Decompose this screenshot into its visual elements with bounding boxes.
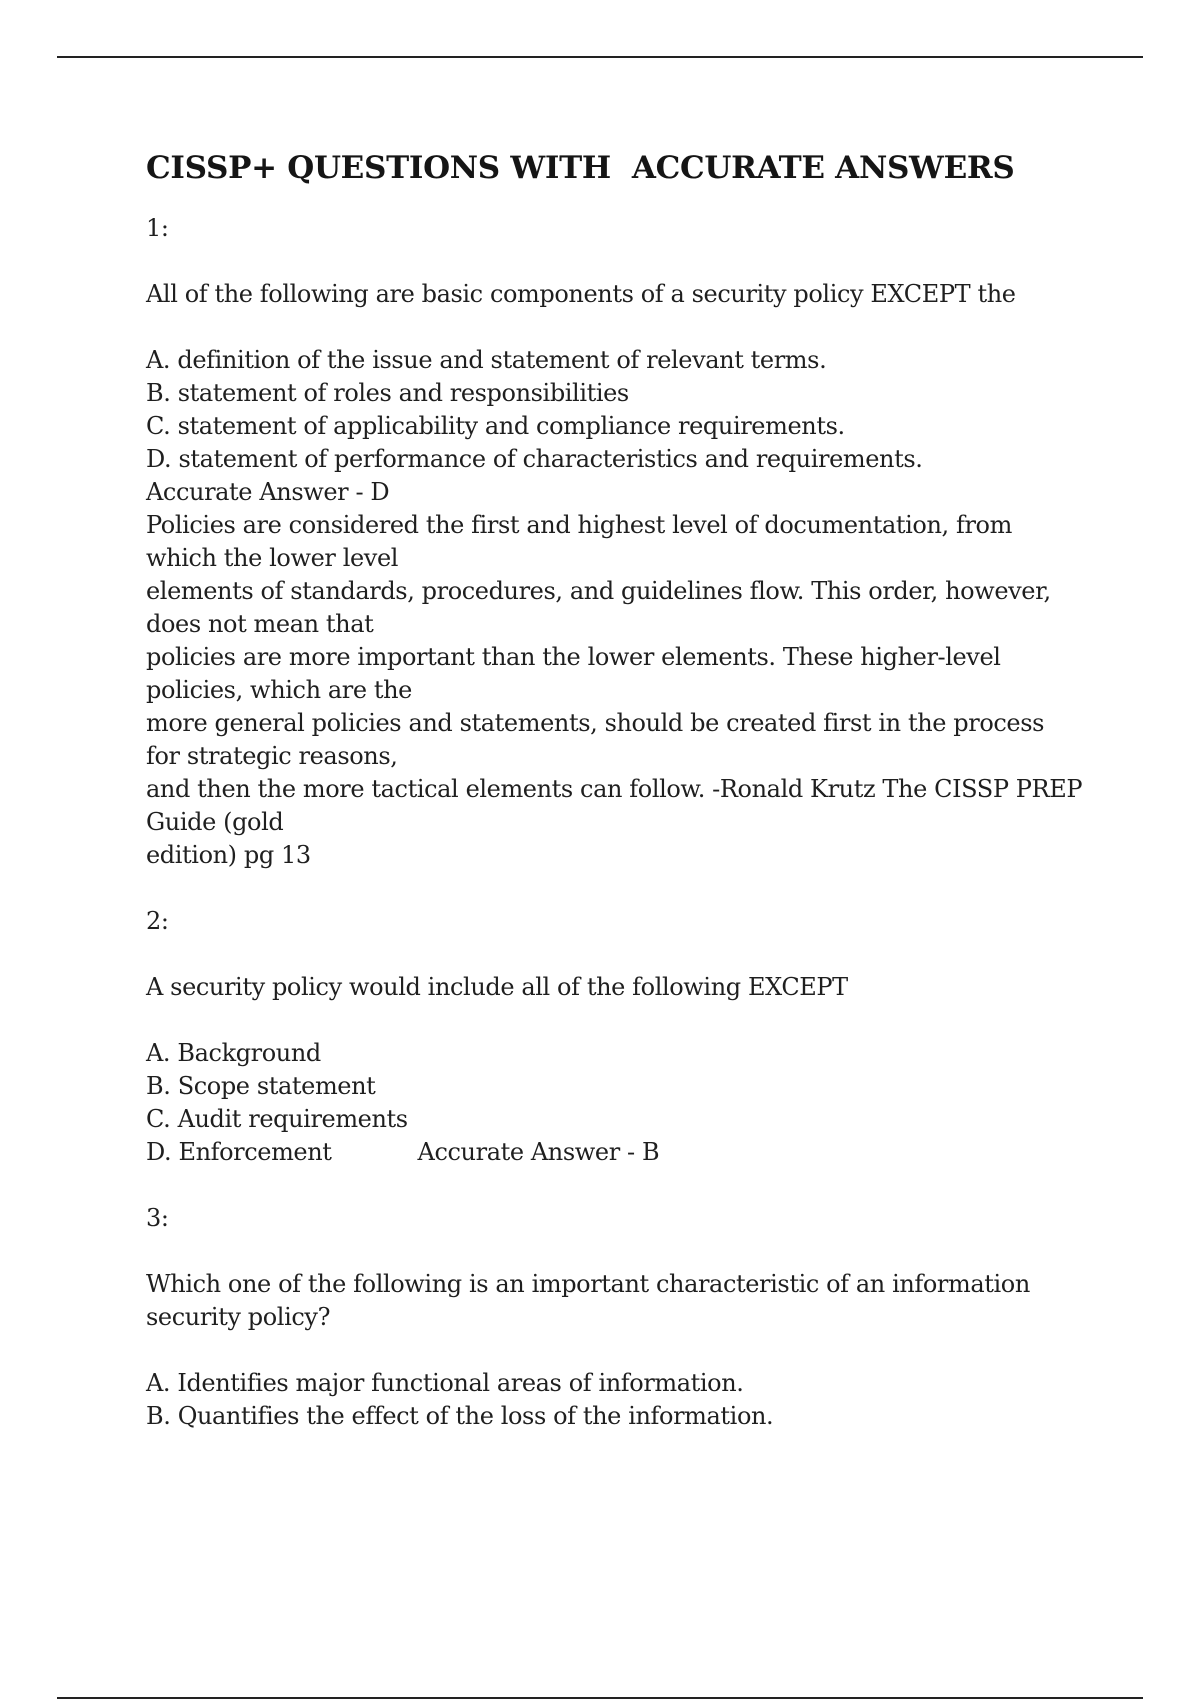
question-prompt: Which one of the following is an important characteristic of an information <box>146 1270 1030 1298</box>
explanation-line: Guide (gold <box>146 808 284 836</box>
explanation-line: policies, which are the <box>146 676 412 704</box>
question-3 <box>146 1202 1106 1433</box>
explanation-line: which the lower level <box>146 544 399 572</box>
option-b: B. statement of roles and responsibilities <box>146 379 629 407</box>
accurate-answer: Accurate Answer - B <box>417 1138 660 1166</box>
explanation-line: does not mean that <box>146 610 374 638</box>
option-d-with-answer <box>146 1136 1106 1169</box>
explanation-line: more general policies and statements, should be created first in the process <box>146 709 1045 737</box>
bottom-rule <box>57 1697 1143 1699</box>
option-b: B. Scope statement <box>146 1072 376 1100</box>
option-d: D. Enforcement <box>146 1138 332 1166</box>
question-number: 2: <box>146 907 169 935</box>
explanation-line: edition) pg 13 <box>146 841 311 869</box>
explanation-line: elements of standards, procedures, and guidelines flow. This order, however, <box>146 577 1051 605</box>
question-prompt: All of the following are basic components of a security policy EXCEPT the <box>146 280 1016 308</box>
option-c: C. statement of applicability and compliance requirements. <box>146 412 845 440</box>
question-prompt: security policy? <box>146 1303 331 1331</box>
question-number: 3: <box>146 1204 169 1232</box>
option-d: D. statement of performance of characteristics and requirements. <box>146 445 923 473</box>
explanation-line: and then the more tactical elements can follow. -Ronald Krutz The CISSP PREP <box>146 775 1083 803</box>
document-body <box>146 140 1106 1433</box>
option-b: B. Quantifies the effect of the loss of the information. <box>146 1402 774 1430</box>
accurate-answer: Accurate Answer - D <box>146 478 390 506</box>
explanation-line: for strategic reasons, <box>146 742 398 770</box>
option-a: A. Identifies major functional areas of information. <box>146 1369 744 1397</box>
option-a: A. definition of the issue and statement of relevant terms. <box>146 346 827 374</box>
question-prompt: A security policy would include all of the following EXCEPT <box>146 973 848 1001</box>
top-rule <box>57 56 1143 58</box>
question-1 <box>146 212 1106 872</box>
explanation-line: Policies are considered the first and highest level of documentation, from <box>146 511 1012 539</box>
option-a: A. Background <box>146 1039 321 1067</box>
explanation-line: policies are more important than the lower elements. These higher-level <box>146 643 1001 671</box>
document-title: CISSP+ QUESTIONS WITH ACCURATE ANSWERS <box>146 150 1015 186</box>
option-c: C. Audit requirements <box>146 1105 408 1133</box>
question-number: 1: <box>146 214 169 242</box>
question-2 <box>146 905 1106 1169</box>
